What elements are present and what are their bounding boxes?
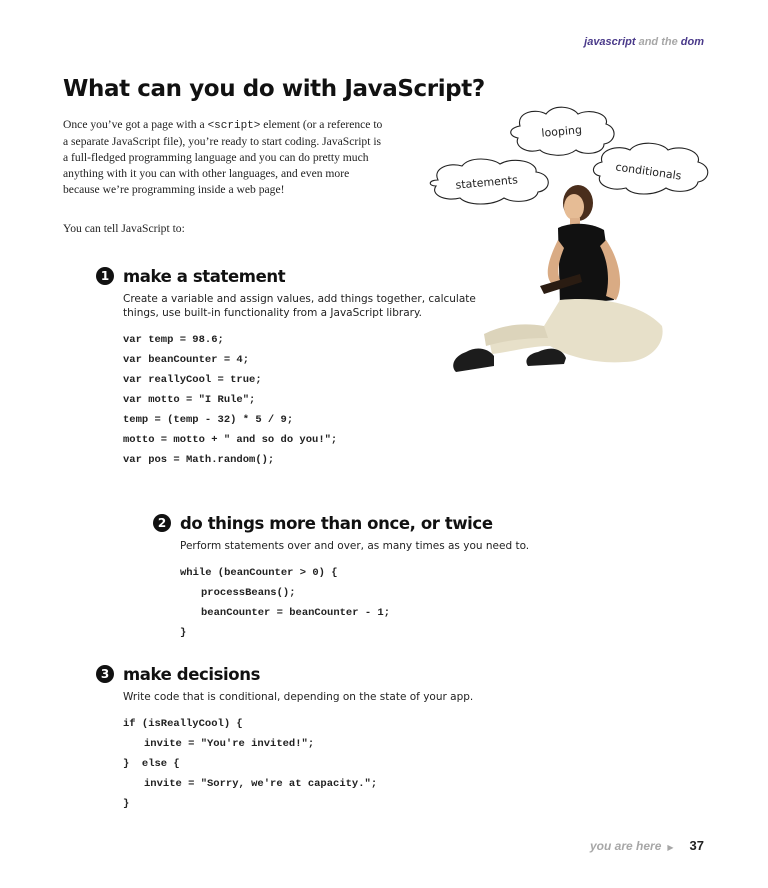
code-line: while (beanCounter > 0) { bbox=[180, 567, 338, 579]
section-loops bbox=[153, 511, 593, 643]
page-number: 37 bbox=[689, 838, 704, 853]
code-line: if (isReallyCool) { bbox=[123, 718, 243, 730]
code-line: var motto = "I Rule"; bbox=[123, 394, 256, 406]
code-line: var reallyCool = true; bbox=[123, 374, 262, 386]
you-are-here-label: you are here bbox=[590, 839, 662, 853]
page-title: What can you do with JavaScript? bbox=[63, 76, 485, 102]
code-block bbox=[180, 563, 593, 643]
lead-text: You can tell JavaScript to: bbox=[63, 222, 185, 235]
woman-figure bbox=[453, 185, 662, 372]
code-line: processBeans(); bbox=[201, 587, 296, 599]
section-number: 3 bbox=[96, 665, 114, 683]
section-title: make a statement bbox=[123, 266, 286, 286]
code-line: invite = "You're invited!"; bbox=[144, 738, 315, 750]
cloud-conditionals-label: conditionals bbox=[614, 160, 683, 183]
intro-text-after: element (or a reference to a separate JavaScript file), you’re ready to start coding. JavaScript is a full-fledged programming language and you can do pretty much anything with it you can with other languages, and even more because we’re programming inside a web page! bbox=[63, 118, 383, 196]
cloud-statements-label: statements bbox=[455, 173, 519, 192]
running-header bbox=[584, 36, 704, 48]
intro-text-before: Once you’ve got a page with a bbox=[63, 118, 208, 131]
code-line: } bbox=[123, 798, 130, 810]
page-footer bbox=[590, 838, 704, 853]
intro-code: <script> bbox=[207, 120, 261, 132]
code-line: } bbox=[180, 627, 187, 639]
section-decisions bbox=[96, 662, 556, 814]
code-line: var pos = Math.random(); bbox=[123, 454, 275, 466]
header-javascript: javascript bbox=[584, 36, 636, 48]
header-and-the: and the bbox=[638, 36, 678, 48]
cloud-looping-label: looping bbox=[540, 123, 583, 140]
section-number: 1 bbox=[96, 267, 114, 285]
code-line: var beanCounter = 4; bbox=[123, 354, 250, 366]
code-line: invite = "Sorry, we're at capacity."; bbox=[144, 778, 378, 790]
section-title: do things more than once, or twice bbox=[180, 513, 493, 533]
section-title: make decisions bbox=[123, 664, 261, 684]
code-line: beanCounter = beanCounter - 1; bbox=[201, 607, 391, 619]
section-description: Write code that is conditional, depending on the state of your app. bbox=[123, 691, 474, 703]
code-block bbox=[123, 714, 556, 814]
section-description: Perform statements over and over, as many times as you need to. bbox=[180, 540, 530, 552]
section-statement bbox=[96, 264, 476, 470]
arrow-right-icon: ▶ bbox=[667, 843, 674, 852]
section-description: Create a variable and assign values, add things together, calculate things, use built-in functionality from a JavaScript library. bbox=[123, 293, 476, 319]
header-dom: dom bbox=[680, 36, 704, 48]
code-block bbox=[123, 330, 476, 470]
intro-paragraph bbox=[63, 117, 383, 198]
code-line: var temp = 98.6; bbox=[123, 334, 224, 346]
section-number: 2 bbox=[153, 514, 171, 532]
code-line: motto = motto + " and so do you!"; bbox=[123, 434, 338, 446]
code-line: } else { bbox=[123, 758, 180, 770]
code-line: temp = (temp - 32) * 5 / 9; bbox=[123, 414, 294, 426]
